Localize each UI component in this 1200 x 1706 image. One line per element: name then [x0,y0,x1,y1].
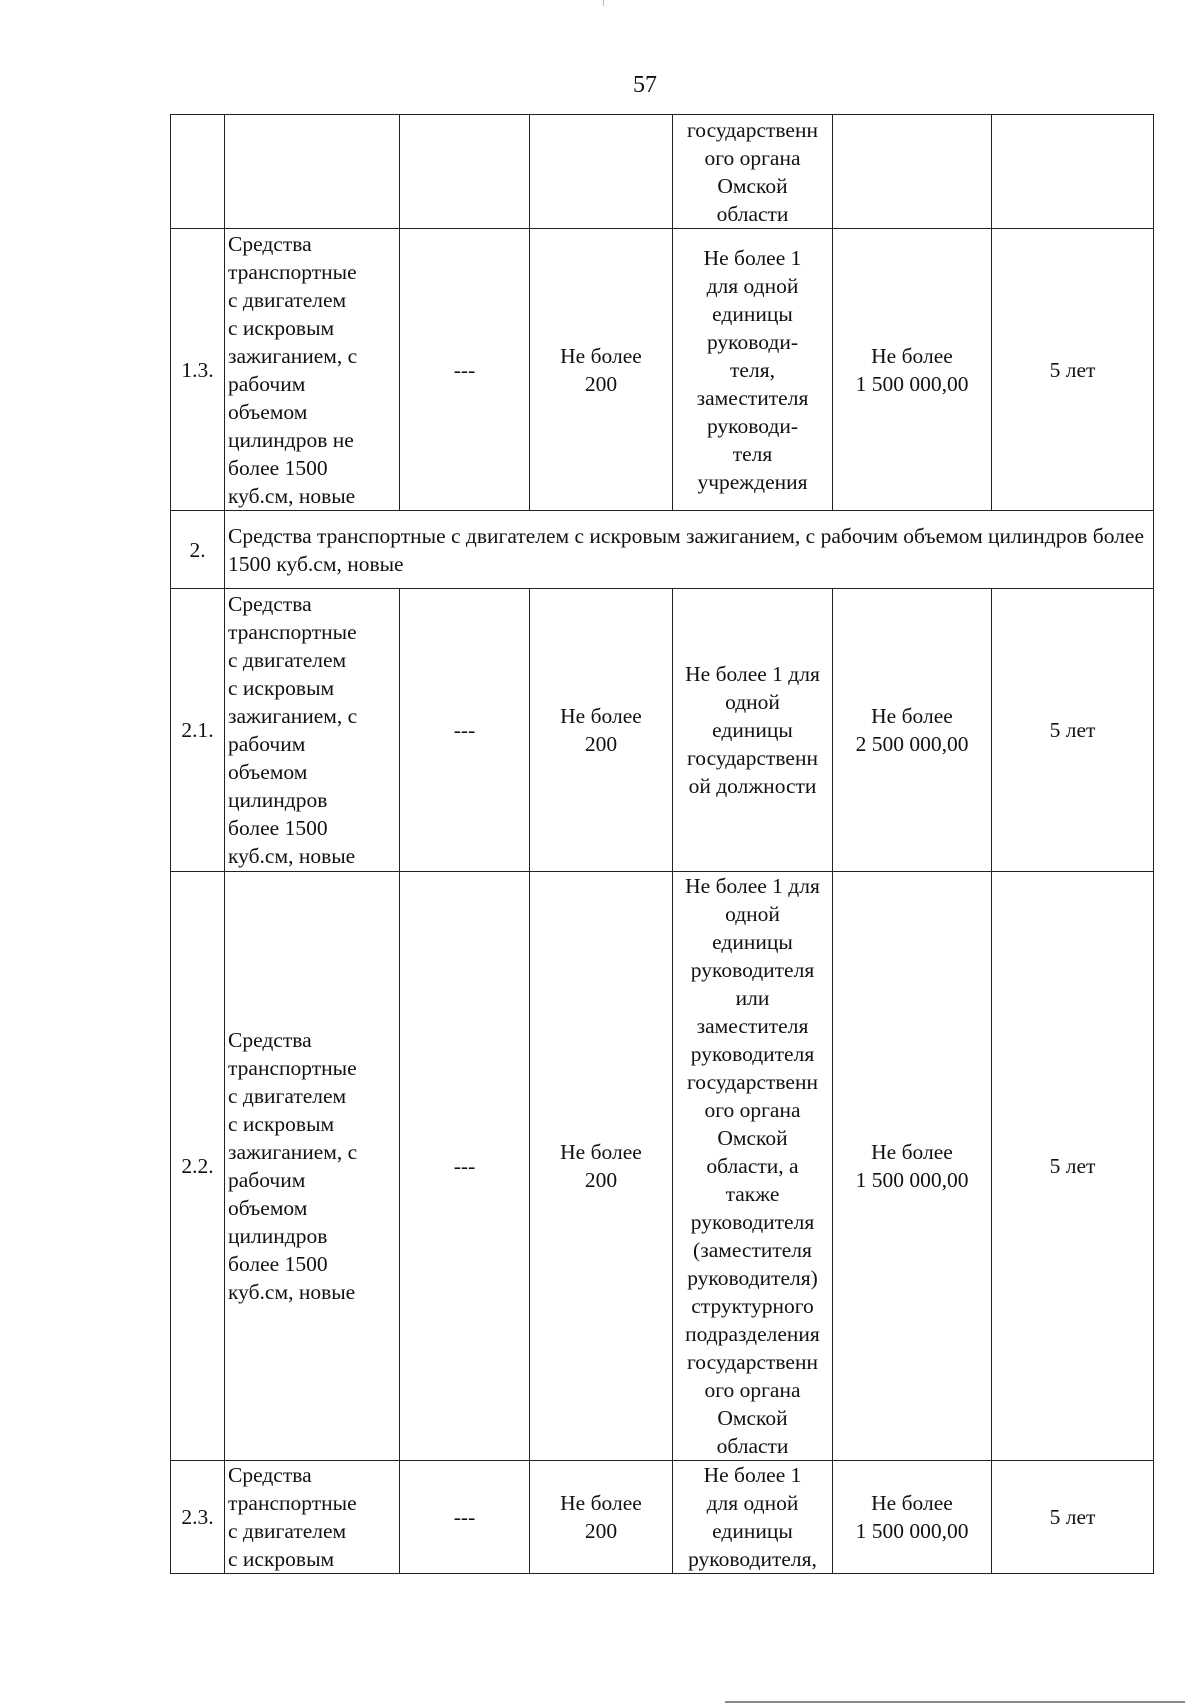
section-row [171,511,1154,589]
column-3-cell [400,115,530,229]
page-number: 57 [633,72,657,98]
row-number: 2.1. [171,589,225,872]
row-number: 2.2. [171,872,225,1461]
term-cell: 5 лет [992,872,1154,1461]
bottom-divider [725,1701,1185,1703]
table-row [171,115,1154,229]
column-3-cell: --- [400,589,530,872]
price-cell: Не более 1 500 000,00 [833,229,992,511]
term-cell [992,115,1154,229]
price-cell: Не более 1 500 000,00 [833,872,992,1461]
item-name: Средства транспортные с двигателем с искровым зажиганием, с рабочим объемом цилиндров не более 1500 куб.см, новые [225,229,400,511]
norms-table [170,114,1154,1574]
item-name: Средства транспортные с двигателем с искровым зажиганием, с рабочим объемом цилиндров более 1500 куб.см, новые [225,872,400,1461]
term-cell: 5 лет [992,589,1154,872]
position-cell: Не более 1 для одной единицы руководи- теля, заместителя руководи- теля учреждения [673,229,833,511]
table-row [171,1461,1154,1574]
column-3-cell: --- [400,872,530,1461]
table-row [171,589,1154,872]
table-row [171,872,1154,1461]
section-title: Средства транспортные с двигателем с искровым зажиганием, с рабочим объемом цилиндров более 1500 куб.см, новые [225,511,1154,589]
column-4-cell: Не более 200 [530,1461,673,1574]
position-cell: Не более 1 для одной единицы руководителя, [673,1461,833,1574]
column-4-cell: Не более 200 [530,872,673,1461]
term-cell: 5 лет [992,1461,1154,1574]
price-cell [833,115,992,229]
term-cell: 5 лет [992,229,1154,511]
table-row [171,229,1154,511]
position-cell: государственн ого органа Омской области [673,115,833,229]
item-name [225,115,400,229]
column-4-cell [530,115,673,229]
column-4-cell: Не более 200 [530,229,673,511]
column-3-cell: --- [400,1461,530,1574]
position-cell: Не более 1 для одной единицы руководителя или заместителя руководителя государственн ого органа Омской области, а также руководителя (заместителя руководителя) структурного подразделения государственн ого органа Омской области [673,872,833,1461]
row-number: 2.3. [171,1461,225,1574]
section-number: 2. [171,511,225,589]
price-cell: Не более 1 500 000,00 [833,1461,992,1574]
scan-mark [603,0,604,6]
price-cell: Не более 2 500 000,00 [833,589,992,872]
row-number [171,115,225,229]
item-name: Средства транспортные с двигателем с искровым зажиганием, с рабочим объемом цилиндров более 1500 куб.см, новые [225,589,400,872]
column-3-cell: --- [400,229,530,511]
row-number: 1.3. [171,229,225,511]
position-cell: Не более 1 для одной единицы государственн ой должности [673,589,833,872]
column-4-cell: Не более 200 [530,589,673,872]
item-name: Средства транспортные с двигателем с искровым [225,1461,400,1574]
